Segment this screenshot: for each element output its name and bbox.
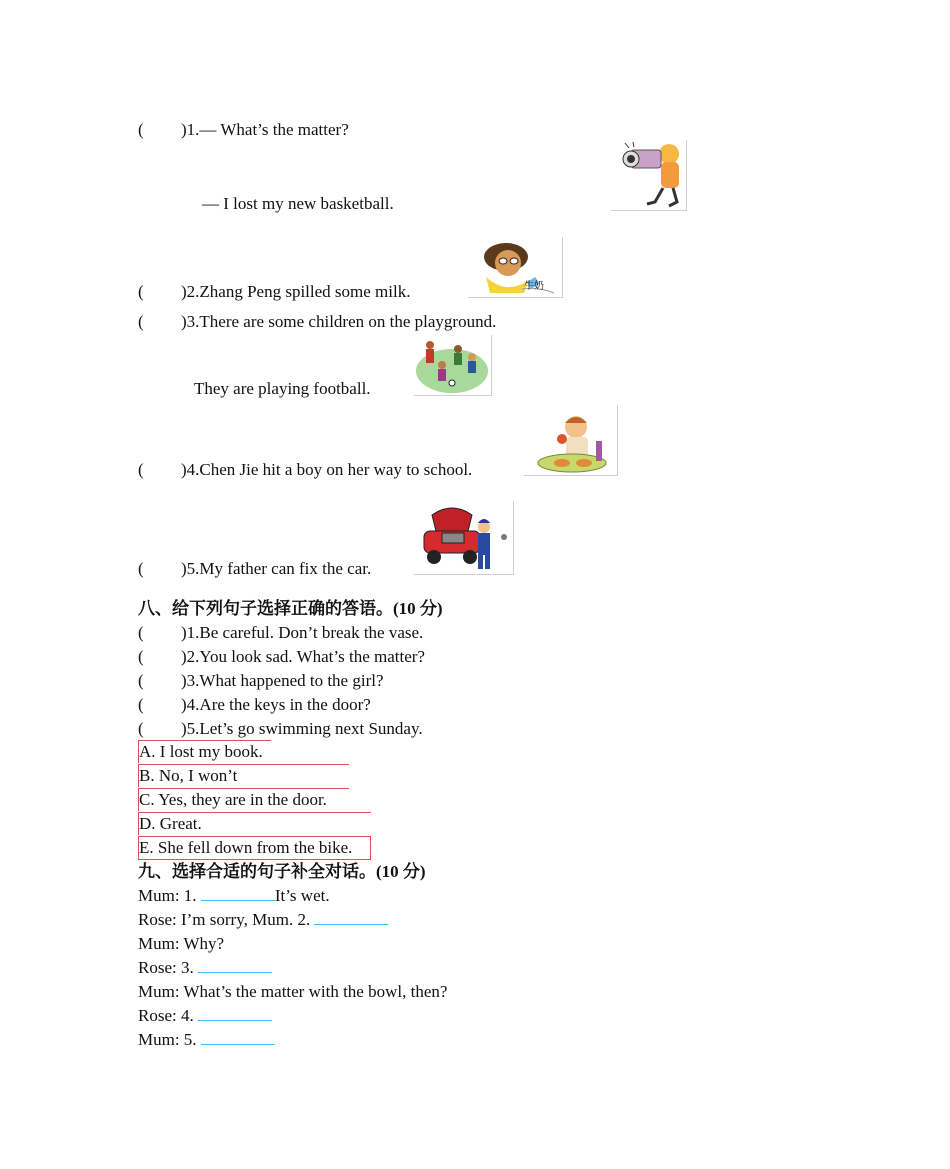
option-e: E. She fell down from the bike. (138, 836, 371, 860)
answer-paren[interactable]: ( (138, 671, 144, 690)
mechanic-fixing-car-picture (414, 501, 514, 575)
girl-spilling-milk-picture (468, 237, 563, 298)
section-9-heading: 九、选择合适的句子补全对话。(10 分) (138, 862, 426, 881)
option-a: A. I lost my book. (138, 740, 271, 763)
question-text: )1.— What’s the matter? (181, 120, 349, 139)
answer-paren[interactable]: ( (138, 120, 144, 139)
q7-response-1: — I lost my new basketball. (202, 194, 394, 213)
boy-eating-pizza-picture (524, 405, 618, 476)
answer-blank-1[interactable] (201, 886, 275, 901)
line-text: It’s wet. (274, 886, 330, 905)
answer-paren[interactable]: ( (138, 460, 144, 479)
q7-item-4 (138, 460, 472, 480)
dialogue-line-3 (138, 934, 224, 954)
q7-response-3: They are playing football. (194, 379, 371, 398)
speaker-text: Mum: What’s the matter with the bowl, then? (138, 982, 448, 1001)
answer-paren[interactable]: ( (138, 719, 144, 738)
q8-item-3 (138, 671, 384, 691)
answer-paren[interactable]: ( (138, 282, 144, 301)
q7-item-2 (138, 282, 410, 302)
answer-blank-4[interactable] (198, 1006, 272, 1021)
answer-paren[interactable]: ( (138, 623, 144, 642)
answer-blank-2[interactable] (314, 910, 388, 925)
speaker-text: Rose: 3. (138, 958, 198, 977)
option-b: B. No, I won’t (138, 764, 349, 787)
q8-item-2 (138, 647, 425, 667)
answer-paren[interactable]: ( (138, 647, 144, 666)
speaker-text: Rose: I’m sorry, Mum. 2. (138, 910, 315, 929)
q7-item-5 (138, 559, 371, 579)
children-playing-football-picture (414, 335, 492, 396)
question-text: )5.Let’s go swimming next Sunday. (181, 719, 423, 738)
answer-blank-5[interactable] (201, 1030, 275, 1045)
question-text: )3.There are some children on the playground. (181, 312, 497, 331)
question-text: )4.Are the keys in the door? (181, 695, 371, 714)
question-text: )5.My father can fix the car. (181, 559, 372, 578)
q8-item-1 (138, 623, 423, 643)
question-text: )2.You look sad. What’s the matter? (181, 647, 425, 666)
q8-item-4 (138, 695, 371, 715)
option-c: C. Yes, they are in the door. (138, 788, 349, 811)
dialogue-line-1 (138, 886, 330, 906)
option-d: D. Great. (138, 812, 371, 835)
dialogue-line-6 (138, 1006, 272, 1026)
question-text: )2.Zhang Peng spilled some milk. (181, 282, 411, 301)
question-text: )1.Be careful. Don’t break the vase. (181, 623, 424, 642)
girl-with-camera-picture (611, 140, 687, 211)
dialogue-line-5 (138, 982, 447, 1002)
answer-blank-3[interactable] (198, 958, 272, 973)
section-8-heading: 八、给下列句子选择正确的答语。(10 分) (138, 599, 443, 618)
dialogue-line-7 (138, 1030, 275, 1050)
answer-paren[interactable]: ( (138, 695, 144, 714)
question-text: )4.Chen Jie hit a boy on her way to school. (181, 460, 473, 479)
milk-label: 牛奶 (524, 281, 544, 292)
speaker-text: Rose: 4. (138, 1006, 198, 1025)
speaker-text: Mum: 1. (138, 886, 201, 905)
q8-item-5 (138, 719, 423, 739)
answer-paren[interactable]: ( (138, 559, 144, 578)
speaker-text: Mum: Why? (138, 934, 225, 953)
answer-paren[interactable]: ( (138, 312, 144, 331)
speaker-text: Mum: 5. (138, 1030, 201, 1049)
q7-item-3 (138, 312, 496, 332)
q7-item-1 (138, 120, 349, 140)
question-text: )3.What happened to the girl? (181, 671, 384, 690)
dialogue-line-4 (138, 958, 272, 978)
dialogue-line-2 (138, 910, 388, 930)
